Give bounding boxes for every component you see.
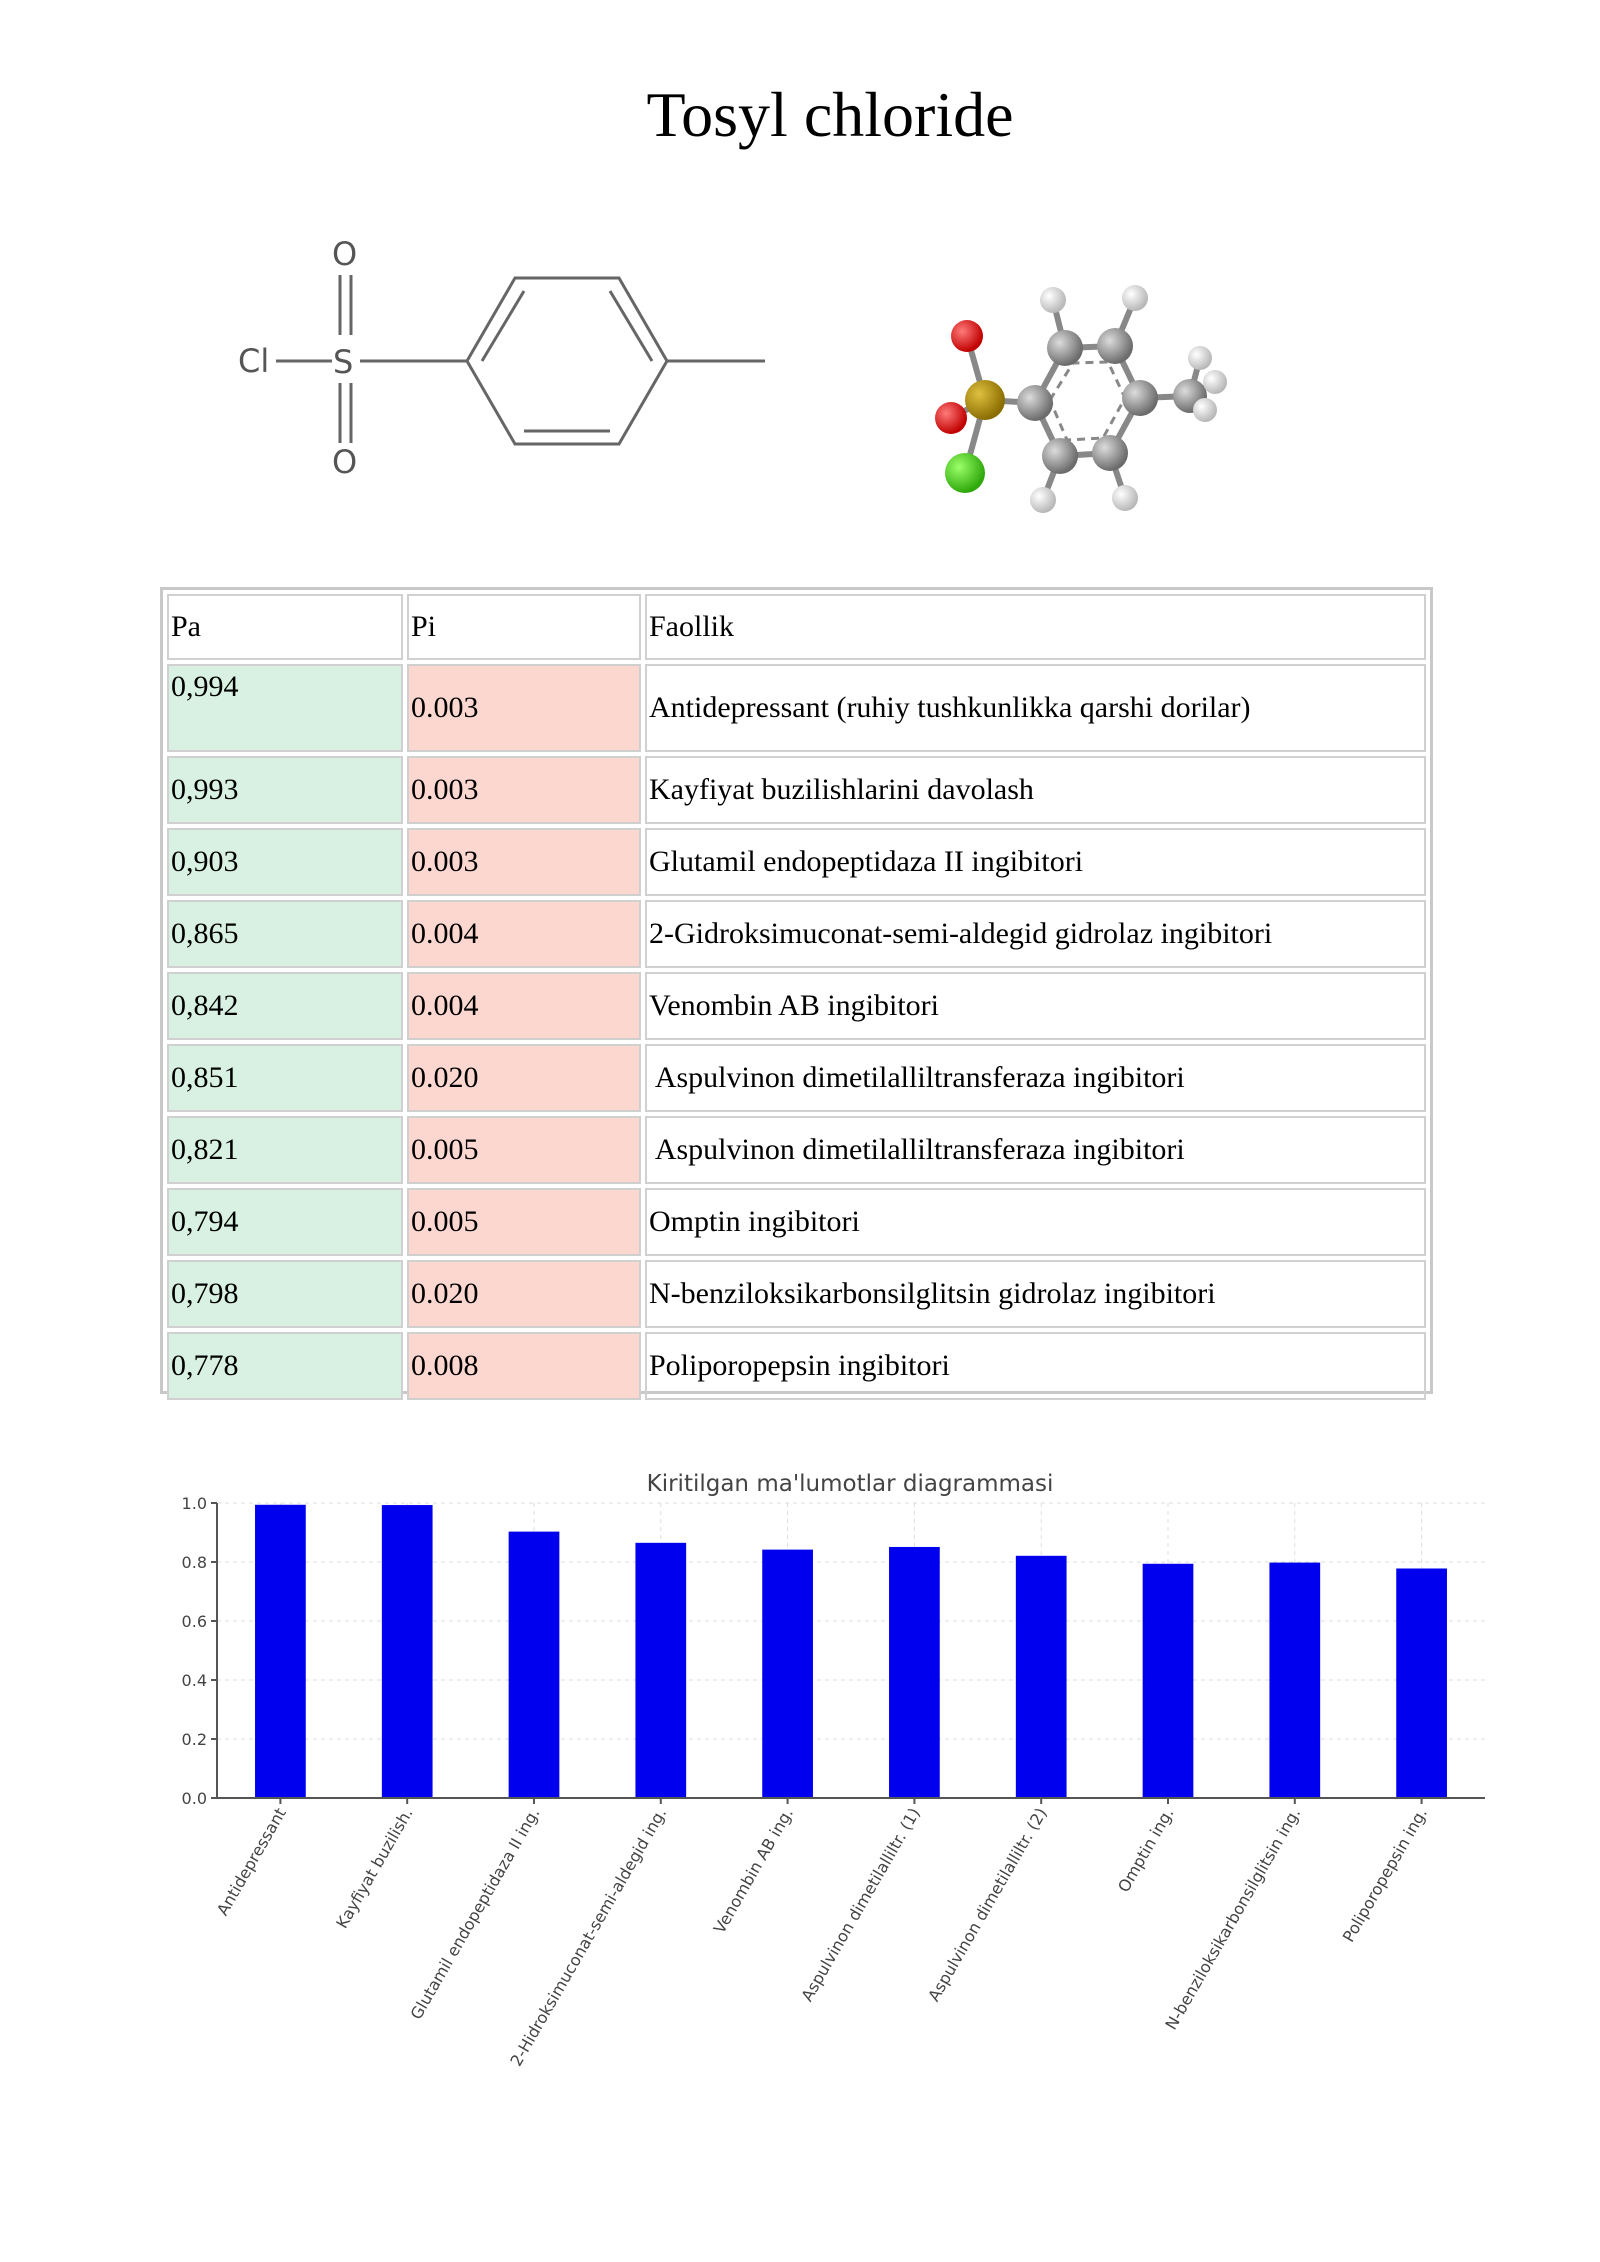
pi-cell: 0.004 <box>407 972 641 1040</box>
activity-cell: Poliporopepsin ingibitori <box>645 1332 1426 1400</box>
pa-cell: 0,994 <box>167 664 403 752</box>
activity-cell: 2-Gidroksimuconat-semi-aldegid gidrolaz ingibitori <box>645 900 1426 968</box>
header-faollik: Faollik <box>645 594 1426 660</box>
sulfur-atom-label: S <box>333 343 354 381</box>
chart-title: Kiritilgan ma'lumotlar diagrammasi <box>646 1471 1054 1497</box>
pi-cell: 0.003 <box>407 828 641 896</box>
pa-cell: 0,778 <box>167 1332 403 1400</box>
table-row <box>167 756 1426 824</box>
x-tick-label: 2-Hidroksimuconat-semi-aldegid ing. <box>506 1804 671 2070</box>
pi-cell: 0.008 <box>407 1332 641 1400</box>
chlorine-atom-label: Cl <box>238 342 270 380</box>
pi-cell: 0.003 <box>407 756 641 824</box>
chart-bar <box>1269 1563 1320 1798</box>
table-row <box>167 900 1426 968</box>
y-tick-label: 0.8 <box>181 1553 207 1572</box>
table-row <box>167 828 1426 896</box>
activity-cell: N-benziloksikarbonsilglitsin gidrolaz ingibitori <box>645 1260 1426 1328</box>
table-header-row <box>167 594 1426 660</box>
chart-bar <box>1143 1564 1194 1798</box>
chart-bar <box>382 1505 433 1798</box>
page-title: Tosyl chloride <box>646 79 1014 150</box>
x-tick-label: Glutamil endopeptidaza II ing. <box>406 1804 544 2023</box>
chart-bar <box>889 1547 940 1798</box>
x-tick-label: Venombin AB ing. <box>709 1804 798 1937</box>
y-tick-label: 0.6 <box>181 1612 207 1631</box>
table-row <box>167 1260 1426 1328</box>
x-tick-label: Kayfiyat buzilish. <box>332 1804 417 1932</box>
x-tick-label: Aspulvinon dimetilalliltr. (1) <box>797 1804 924 2005</box>
pa-cell: 0,821 <box>167 1116 403 1184</box>
chart-bar <box>1016 1556 1067 1798</box>
y-tick-label: 1.0 <box>181 1494 207 1513</box>
activity-cell: Aspulvinon dimetilalliltransferaza ingibitori <box>645 1116 1426 1184</box>
structure-2d-diagram <box>232 235 772 485</box>
pi-cell: 0.003 <box>407 664 641 752</box>
activity-cell: Aspulvinon dimetilalliltransferaza ingibitori <box>645 1044 1426 1112</box>
x-tick-label: Poliporopepsin ing. <box>1338 1804 1432 1946</box>
chart-x-axis <box>213 1798 1431 2069</box>
chart-bar <box>509 1532 560 1798</box>
chart-bar <box>762 1550 813 1798</box>
table-row <box>167 1044 1426 1112</box>
pi-cell: 0.004 <box>407 900 641 968</box>
y-tick-label: 0.2 <box>181 1730 207 1749</box>
x-tick-label: Aspulvinon dimetilalliltr. (2) <box>924 1804 1051 2005</box>
table-row <box>167 1188 1426 1256</box>
y-tick-label: 0.0 <box>181 1789 207 1808</box>
table-row <box>167 664 1426 752</box>
header-pi: Pi <box>407 594 641 660</box>
activity-bar-chart <box>160 1455 1500 2175</box>
pi-cell: 0.005 <box>407 1116 641 1184</box>
pa-cell: 0,993 <box>167 756 403 824</box>
pa-cell: 0,798 <box>167 1260 403 1328</box>
activity-table <box>160 587 1433 1394</box>
table-row <box>167 972 1426 1040</box>
activity-cell: Antidepressant (ruhiy tushkunlikka qarshi dorilar) <box>645 664 1426 752</box>
activity-table-grid <box>163 590 1430 1404</box>
chart-bar <box>635 1543 686 1798</box>
pi-cell: 0.020 <box>407 1044 641 1112</box>
y-tick-label: 0.4 <box>181 1671 207 1690</box>
chart-y-axis <box>182 1494 217 1808</box>
pa-cell: 0,903 <box>167 828 403 896</box>
pi-cell: 0.020 <box>407 1260 641 1328</box>
chart-bars <box>255 1505 1447 1798</box>
oxygen-atom-top-label: O <box>332 235 358 273</box>
x-tick-label: Omptin ing. <box>1113 1804 1178 1896</box>
activity-cell: Omptin ingibitori <box>645 1188 1426 1256</box>
table-row <box>167 1332 1426 1400</box>
activity-cell: Glutamil endopeptidaza II ingibitori <box>645 828 1426 896</box>
activity-cell: Kayfiyat buzilishlarini davolash <box>645 756 1426 824</box>
structure-3d-model <box>925 278 1345 538</box>
pa-cell: 0,865 <box>167 900 403 968</box>
pi-cell: 0.005 <box>407 1188 641 1256</box>
pa-cell: 0,851 <box>167 1044 403 1112</box>
pa-cell: 0,794 <box>167 1188 403 1256</box>
pa-cell: 0,842 <box>167 972 403 1040</box>
oxygen-atom-bottom-label: O <box>332 443 358 481</box>
table-row <box>167 1116 1426 1184</box>
chart-bar <box>1396 1568 1447 1798</box>
chart-bar <box>255 1505 306 1798</box>
x-tick-label: Antidepressant <box>212 1804 290 1919</box>
header-pa: Pa <box>167 594 403 660</box>
activity-cell: Venombin AB ingibitori <box>645 972 1426 1040</box>
x-tick-label: N-benziloksikarbonsilglitsin ing. <box>1161 1804 1305 2033</box>
